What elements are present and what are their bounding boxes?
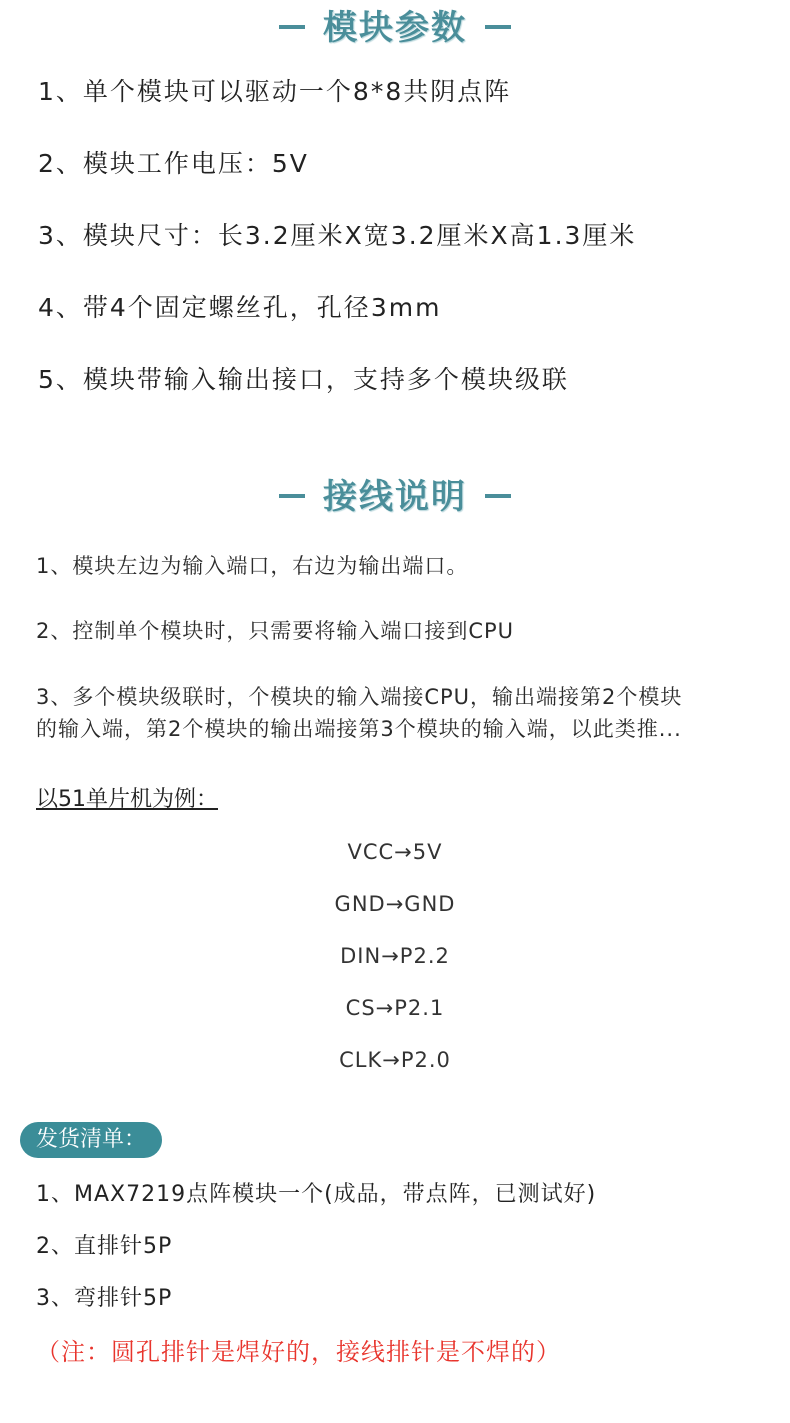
title-dash-right — [485, 494, 511, 498]
section-title-text: 接线说明 — [323, 477, 467, 517]
shipping-item: 1、MAX7219点阵模块一个(成品，带点阵，已测试好) — [36, 1182, 597, 1207]
param-item: 1、单个模块可以驱动一个8*8共阴点阵 — [38, 77, 512, 106]
title-dash-right — [485, 25, 511, 29]
section-title-text: 模块参数 — [323, 8, 467, 48]
param-item: 2、模块工作电压：5V — [38, 149, 309, 178]
shipping-item: 3、弯排针5P — [36, 1286, 173, 1311]
title-dash-left — [279, 494, 305, 498]
param-item: 5、模块带输入输出接口，支持多个模块级联 — [38, 365, 569, 394]
section-title-module-params — [0, 0, 790, 49]
section-title-wiring — [0, 469, 790, 518]
pin-mapping: GND→GND — [334, 892, 456, 916]
pin-mapping: VCC→5V — [347, 840, 443, 864]
wiring-item: 2、控制单个模块时，只需要将输入端口接到CPU — [36, 619, 515, 643]
example-label: 以51单片机为例： — [36, 787, 218, 812]
wiring-item: 的输入端，第2个模块的输出端接第3个模块的输入端，以此类推... — [36, 717, 682, 741]
param-item: 3、模块尺寸：长3.2厘米X宽3.2厘米X高1.3厘米 — [38, 221, 637, 250]
title-dash-left — [279, 25, 305, 29]
shipping-item: 2、直排针5P — [36, 1234, 173, 1259]
pin-mapping: CS→P2.1 — [345, 996, 445, 1020]
wiring-item: 1、模块左边为输入端口，右边为输出端口。 — [36, 554, 469, 578]
param-item: 4、带4个固定螺丝孔，孔径3mm — [38, 293, 442, 322]
wiring-item: 3、多个模块级联时，个模块的输入端接CPU，输出端接第2个模块 — [36, 685, 683, 709]
shipping-note: （注：圆孔排针是焊好的，接线排针是不焊的） — [36, 1338, 561, 1366]
pin-mapping: CLK→P2.0 — [339, 1048, 451, 1072]
pin-mapping: DIN→P2.2 — [340, 944, 450, 968]
shipping-list-badge: 发货清单： — [20, 1122, 162, 1158]
